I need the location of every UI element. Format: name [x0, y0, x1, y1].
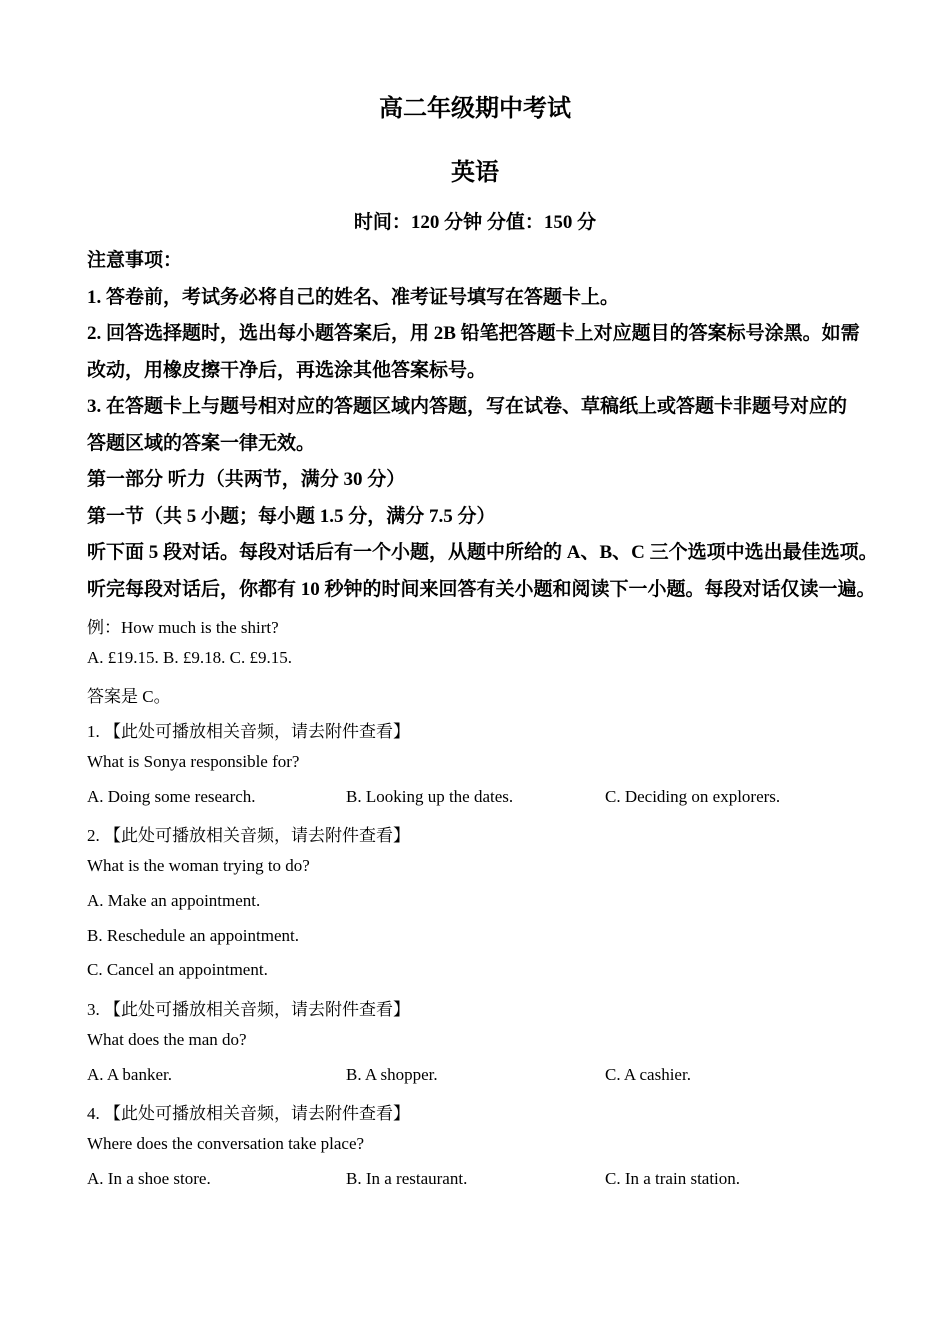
instruction-line-2: 听完每段对话后，你都有 10 秒钟的时间来回答有关小题和阅读下一小题。每段对话仅读一遍。 — [87, 579, 876, 600]
question-3-option-c: C. A cashier. — [605, 1065, 691, 1084]
notice-item-2-line-1: 2. 回答选择题时，选出每小题答案后，用 2B 铅笔把答题卡上对应题目的答案标号涂黑。如需 — [87, 323, 860, 344]
question-2-option-a: A. Make an appointment. — [87, 891, 261, 910]
exam-title: 高二年级期中考试 — [379, 96, 571, 122]
question-1-text: What is Sonya responsible for? — [87, 752, 300, 771]
question-1-option-a: A. Doing some research. — [87, 787, 256, 806]
notice-item-2-line-2: 改动，用橡皮擦干净后，再选涂其他答案标号。 — [87, 360, 487, 381]
question-4-option-c: C. In a train station. — [605, 1169, 741, 1188]
question-2-option-c: C. Cancel an appointment. — [87, 960, 268, 979]
question-4-audio: 4. 【此处可播放相关音频，请去附件查看】 — [87, 1104, 410, 1123]
question-3-option-a: A. A banker. — [87, 1065, 172, 1084]
question-1-option-c: C. Deciding on explorers. — [605, 787, 781, 806]
part1-heading: 第一部分 听力（共两节，满分 30 分） — [87, 469, 406, 490]
question-4-option-a: A. In a shoe store. — [87, 1169, 211, 1188]
notice-heading: 注意事项： — [87, 250, 183, 271]
section1-heading: 第一节（共 5 小题；每小题 1.5 分，满分 7.5 分） — [87, 506, 496, 527]
notice-item-3-line-1: 3. 在答题卡上与题号相对应的答题区域内答题，写在试卷、草稿纸上或答题卡非题号对应的 — [87, 396, 848, 417]
question-2-audio: 2. 【此处可播放相关音频，请去附件查看】 — [87, 826, 410, 845]
question-3-text: What does the man do? — [87, 1030, 247, 1049]
notice-item-3-line-2: 答题区域的答案一律无效。 — [87, 433, 316, 454]
question-4-text: Where does the conversation take place? — [87, 1134, 365, 1153]
notice-item-1: 1. 答卷前，考试务必将自己的姓名、准考证号填写在答题卡上。 — [87, 287, 620, 308]
time-score-line: 时间：120 分钟 分值：150 分 — [353, 212, 597, 233]
question-2-text: What is the woman trying to do? — [87, 856, 310, 875]
question-1-option-b: B. Looking up the dates. — [346, 787, 514, 806]
instruction-line-1: 听下面 5 段对话。每段对话后有一个小题，从题中所给的 A、B、C 三个选项中选出最佳选项。 — [87, 542, 878, 563]
subject-title: 英语 — [451, 160, 499, 186]
example-options: A. £19.15. B. £9.18. C. £9.15. — [87, 648, 292, 667]
example-answer: 答案是 C。 — [87, 687, 171, 706]
question-4-option-b: B. In a restaurant. — [346, 1169, 468, 1188]
question-3-option-b: B. A shopper. — [346, 1065, 438, 1084]
question-3-audio: 3. 【此处可播放相关音频，请去附件查看】 — [87, 1000, 410, 1019]
question-2-option-b: B. Reschedule an appointment. — [87, 926, 299, 945]
question-1-audio: 1. 【此处可播放相关音频，请去附件查看】 — [87, 722, 410, 741]
example-question: 例：How much is the shirt? — [87, 618, 279, 637]
